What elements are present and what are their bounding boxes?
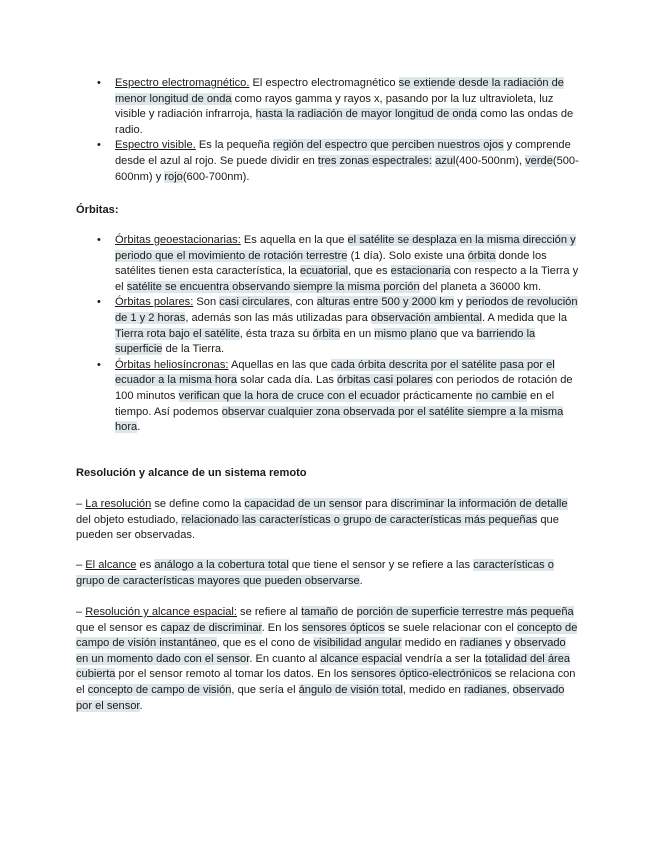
- text-run: , que sería el: [231, 683, 299, 696]
- highlighted-text: azul: [435, 154, 456, 167]
- text-run: , que es el cono de: [216, 637, 314, 650]
- highlighted-text: análogo a la cobertura total: [154, 559, 289, 571]
- text-run: .: [139, 699, 143, 712]
- text-run: , que es: [348, 265, 391, 278]
- text-run: como rayos gamma y rayos x, pasando por la luz ultravioleta, luz visible y radiación infrarroja,: [115, 92, 554, 121]
- text-run: que pueden ser observadas.: [76, 513, 559, 542]
- text-run: . En cuanto al: [249, 652, 321, 665]
- highlighted-text: periodos de revolución de 1 y 2 horas: [115, 296, 578, 324]
- highlighted-text: cada órbita descrita por el satélite pasa por el ecuador a la misma hora: [115, 358, 555, 387]
- list-item: [76, 76, 579, 138]
- highlighted-text: órbita: [312, 327, 341, 340]
- highlighted-text: hasta la radiación de mayor longitud de onda: [255, 108, 478, 121]
- highlighted-text: sensores óptico-electrónicos: [351, 668, 492, 681]
- resolution-paragraph-2: [76, 558, 579, 589]
- list-item: [76, 138, 579, 185]
- text-run: se refiere al: [236, 606, 302, 618]
- text-run: . En los: [261, 621, 302, 634]
- highlighted-text: alturas entre 500 y 2000 km: [316, 296, 455, 309]
- text-run: donde los satélites tienen esta característica, la: [115, 249, 547, 278]
- highlighted-text: tamaño: [301, 606, 339, 618]
- text-run: para: [362, 498, 391, 510]
- text-run: ,: [506, 683, 513, 696]
- text-run: , con: [289, 296, 317, 309]
- text-run: de la Tierra.: [162, 343, 225, 356]
- text-run: como las ondas de radio.: [115, 108, 574, 136]
- text-run: –: [76, 559, 86, 571]
- highlighted-text: estacionaria: [390, 265, 451, 278]
- underlined-term: Resolución y alcance espacial:: [85, 606, 237, 618]
- highlighted-text: concepto de campo de visión instantáneo: [76, 621, 578, 650]
- orbits-section: [76, 233, 579, 436]
- text-run: , además son las más utilizadas para: [185, 311, 371, 324]
- highlighted-text: se extiende desde la radiación de menor longitud de onda: [115, 77, 564, 105]
- text-run: vendría a ser la: [402, 652, 485, 665]
- text-run: de: [338, 606, 357, 618]
- text-run: Son: [193, 296, 220, 309]
- highlighted-text: barriendo la superficie: [115, 327, 536, 356]
- paragraph: [76, 605, 579, 714]
- underlined-term: El alcance: [85, 559, 137, 571]
- text-run: es: [136, 559, 155, 571]
- highlighted-text: Tierra rota bajo el satélite: [115, 327, 240, 340]
- text-run: , ésta traza su: [239, 327, 313, 340]
- text-run: y: [454, 296, 466, 309]
- text-run: Aquellas en las que: [228, 358, 331, 371]
- underlined-term: Espectro electromagnético.: [115, 77, 250, 89]
- highlighted-text: características o grupo de características mayores que pueden observarse: [76, 559, 554, 587]
- highlighted-text: satélite se encuentra observando siempre la misma porción: [126, 280, 420, 293]
- text-run: . A medida que la: [481, 311, 568, 324]
- highlighted-text: verifican que la hora de cruce con el ecuador: [178, 389, 400, 402]
- text-run: prácticamente: [399, 389, 476, 402]
- resolution-heading-block: [76, 466, 579, 482]
- highlighted-text: concepto de campo de visión: [87, 683, 232, 696]
- text-run: –: [76, 498, 86, 510]
- highlighted-text: observar cualquier zona observada por el satélite siempre a la misma hora: [115, 405, 564, 434]
- list-item: [76, 295, 579, 357]
- highlighted-text: radianes: [459, 637, 503, 650]
- text-run: medido en: [401, 637, 460, 650]
- highlighted-text: el satélite se desplaza en la misma dirección y periodo que el movimiento de rotación terrestre: [115, 234, 576, 262]
- highlighted-text: mismo plano: [374, 327, 438, 340]
- underlined-term: La resolución: [85, 498, 152, 510]
- highlighted-text: órbita: [467, 249, 496, 262]
- orbits-heading-block: [76, 203, 579, 219]
- highlighted-text: totalidad del área cubierta: [76, 652, 571, 681]
- text-run: (400-500nm),: [455, 154, 526, 167]
- resolution-paragraph-3: [76, 605, 579, 714]
- highlighted-text: órbitas casi polares: [337, 374, 433, 387]
- highlighted-text: ángulo de visión total: [298, 683, 403, 696]
- text-run: (600-700nm).: [182, 170, 250, 183]
- text-run: .: [359, 574, 363, 587]
- orbits-heading: Órbitas:: [76, 204, 119, 216]
- text-run: del planeta a 36000 km.: [419, 280, 542, 293]
- text-run: por el sensor remoto al tomar los datos. En los: [115, 668, 352, 681]
- highlighted-text: sensores ópticos: [301, 621, 385, 634]
- highlighted-text: porción de superficie terrestre más pequeña: [356, 606, 574, 618]
- text-run: en un: [340, 327, 375, 340]
- highlighted-text: discriminar la información de detalle: [390, 498, 568, 510]
- text-run: y comprende desde el azul al rojo. Se puede dividir en: [115, 139, 571, 167]
- text-run: Es aquella en la que: [240, 234, 348, 246]
- list-item: [76, 358, 579, 436]
- text-run: .: [137, 421, 141, 434]
- text-run: con respecto a la Tierra y el: [115, 265, 579, 293]
- underlined-term: Espectro visible.: [115, 139, 196, 152]
- highlighted-text: tres zonas espectrales:: [317, 154, 432, 167]
- highlighted-text: verde: [525, 154, 553, 167]
- highlighted-text: alcance espacial: [320, 652, 403, 665]
- text-run: que tiene el sensor y se refiere a las: [288, 559, 474, 571]
- text-run: se suele relacionar con el: [384, 621, 517, 634]
- paragraph: [76, 558, 579, 589]
- text-run: que el sensor es: [76, 621, 161, 634]
- text-run: con periodos de rotación de 100 minutos: [115, 374, 573, 402]
- underlined-term: Órbitas polares:: [115, 296, 194, 309]
- text-run: del objeto estudiado,: [76, 513, 182, 526]
- text-run: se relaciona con el: [76, 668, 576, 696]
- orbits-list: [76, 233, 579, 436]
- text-run: solar cada día. Las: [237, 374, 337, 387]
- highlighted-text: ecuatorial: [300, 265, 349, 278]
- text-run: –: [76, 606, 86, 618]
- spectrum-list: [76, 76, 579, 185]
- highlighted-text: observado en un momento dado con el sensor: [76, 637, 566, 665]
- highlighted-text: no cambie: [475, 389, 527, 402]
- text-run: que va: [437, 327, 477, 340]
- text-run: , medido en: [402, 683, 464, 696]
- highlighted-text: región del espectro que perciben nuestros ojos: [272, 139, 504, 152]
- resolution-heading: Resolución y alcance de un sistema remoto: [76, 467, 307, 479]
- underlined-term: Órbitas heliosíncronas:: [115, 358, 229, 371]
- highlighted-text: observado por el sensor: [76, 683, 565, 712]
- resolution-paragraph-1: [76, 497, 579, 544]
- highlighted-text: radianes: [463, 683, 507, 696]
- text-run: Es la pequeña: [195, 139, 273, 152]
- highlighted-text: rojo: [164, 170, 183, 183]
- highlighted-text: visibilidad angular: [313, 637, 402, 650]
- text-run: El espectro electromagnético: [249, 77, 399, 89]
- paragraph: [76, 497, 579, 544]
- text-run: se define como la: [151, 498, 245, 510]
- text-run: en el tiempo. Así podemos: [115, 389, 555, 418]
- spectrum-section: [76, 76, 579, 185]
- highlighted-text: capacidad de un sensor: [244, 498, 363, 510]
- text-run: (1 día). Solo existe una: [347, 249, 468, 262]
- highlighted-text: relacionado las características o grupo de características más pequeñas: [181, 513, 538, 526]
- list-item: [76, 233, 579, 295]
- text-run: y: [502, 637, 514, 650]
- underlined-term: Órbitas geoestacionarias:: [115, 234, 241, 246]
- highlighted-text: capaz de discriminar: [160, 621, 262, 634]
- highlighted-text: casi circulares: [219, 296, 290, 309]
- highlighted-text: observación ambiental: [370, 311, 482, 324]
- text-run: (500-600nm) y: [115, 154, 579, 183]
